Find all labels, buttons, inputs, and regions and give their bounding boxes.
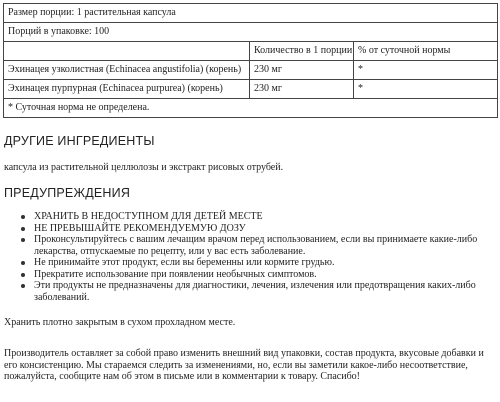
table-row (4, 4, 498, 23)
list-item: Не принимайте этот продукт, если вы беременны или кормите грудью. (34, 257, 494, 269)
daily-value-header: % от суточной нормы (354, 42, 498, 61)
table-header-row (4, 42, 498, 61)
list-item: НЕ ПРЕВЫШАЙТЕ РЕКОМЕНДУЕМУЮ ДОЗУ (34, 223, 494, 235)
table-row (4, 61, 498, 80)
servings-per-container-cell: Порций в упаковке: 100 (4, 23, 498, 42)
ingredient-name: Эхинацея пурпурная (Echinacea purpurea) (корень) (4, 80, 250, 99)
list-item: Прекратите использование при появлении необычных симптомов. (34, 269, 494, 281)
ingredient-amount: 230 мг (250, 80, 354, 99)
warnings-heading: ПРЕДУПРЕЖДЕНИЯ (4, 186, 131, 200)
ingredient-daily-value: * (354, 61, 498, 80)
manufacturer-disclaimer: Производитель оставляет за собой право изменить внешний вид упаковки, состав продукта, вкусовые добавки и его консистенцию. Мы стараемся следить за изменениями, но, если вы заметили какое-либо несоответствие, пожалуйста, сообщите нам об этом в письме или в комментарии к товару. Спасибо! (4, 348, 484, 383)
storage-instructions: Хранить плотно закрытым в сухом прохладном месте. (4, 317, 236, 328)
list-item: Эти продукты не предназначены для диагностики, лечения, излечения или предотвращения каких-либо заболеваний. (34, 280, 494, 303)
table-row (4, 23, 498, 42)
list-item: Проконсультируйтесь с вашим лечащим врачом перед использованием, если вы принимаете какие-либо лекарства, отпускаемые по рецепту, или у вас есть заболевание. (34, 234, 494, 257)
table-footnote: * Суточная норма не определена. (4, 99, 498, 118)
serving-size-cell: Размер порции: 1 растительная капсула (4, 4, 498, 23)
table-footnote-row (4, 99, 498, 118)
table-row (4, 80, 498, 99)
table-header-empty (4, 42, 250, 61)
list-item: ХРАНИТЬ В НЕДОСТУПНОМ ДЛЯ ДЕТЕЙ МЕСТЕ (34, 211, 494, 223)
supplement-facts-table (3, 3, 498, 118)
supplement-facts-section (3, 3, 497, 118)
ingredient-daily-value: * (354, 80, 498, 99)
other-ingredients-text: капсула из растительной целлюлозы и экстракт рисовых отрубей. (4, 162, 284, 173)
amount-header: Количество в 1 порции (250, 42, 354, 61)
ingredient-name: Эхинацея узколистная (Echinacea angustifolia) (корень) (4, 61, 250, 80)
ingredient-amount: 230 мг (250, 61, 354, 80)
other-ingredients-heading: ДРУГИЕ ИНГРЕДИЕНТЫ (4, 134, 155, 148)
warnings-list (0, 211, 494, 303)
